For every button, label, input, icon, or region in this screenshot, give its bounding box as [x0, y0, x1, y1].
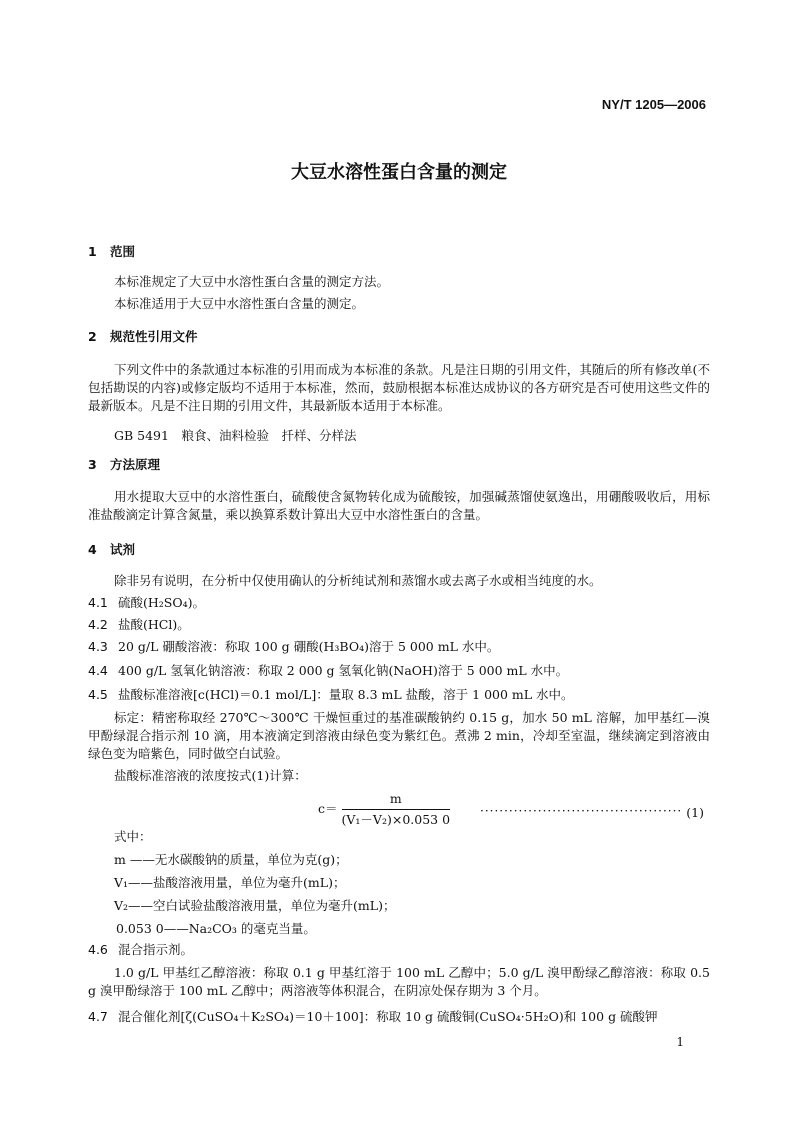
formula-number: (1)	[686, 805, 704, 820]
scope-paragraph-1: 本标准规定了大豆中水溶性蛋白含量的测定方法。	[114, 274, 390, 289]
section-number: 3	[88, 457, 97, 472]
formula-leader-dots: ··········································	[480, 804, 683, 818]
section-title: 方法原理	[110, 457, 161, 472]
item-number: 4.5	[88, 687, 108, 702]
standard-number: NY/T 1205—2006	[601, 97, 706, 112]
where-line: m ——无水碳酸钠的质量，单位为克(g)；	[114, 852, 348, 867]
where-line: V₂——空白试验盐酸溶液用量，单位为毫升(mL)；	[114, 898, 396, 913]
document-title: 大豆水溶性蛋白含量的测定	[291, 162, 507, 183]
item-4-6	[88, 941, 193, 959]
item-4-1	[88, 594, 205, 612]
where-label: 式中：	[114, 829, 152, 844]
calibration-paragraph: 标定：精密称取经 270℃～300℃ 干燥恒重过的基准碳酸钠约 0.15 g，加水 50 mL 溶解，加甲基红—溴甲酚绿混合指示剂 10 滴，用本液滴定到溶液由绿色变为紫红色。煮沸 2 min，冷却至室温，继续滴定到溶液由绿色变为暗紫色，同时做空白试验。	[88, 710, 710, 761]
where-line: V₁——盐酸溶液用量，单位为毫升(mL)；	[114, 875, 346, 890]
reference-gb5491: GB 5491 粮食、油料检验 扦样、分样法	[114, 428, 357, 443]
where-line: 0.053 0——Na₂CO₃ 的毫克当量。	[116, 921, 316, 936]
formula-lhs: c＝	[318, 801, 338, 817]
formula-numerator: m	[342, 790, 451, 810]
section-title: 规范性引用文件	[110, 329, 198, 344]
item-number: 4.3	[88, 639, 108, 654]
item-number: 4.7	[88, 1009, 108, 1024]
section-4-heading	[88, 541, 135, 559]
calculation-intro: 盐酸标准溶液的浓度按式(1)计算：	[114, 768, 307, 783]
item-text: 混合催化剂[ζ(CuSO₄＋K₂SO₄)＝10＋100]：称取 10 g 硫酸铜(CuSO₄·5H₂O)和 100 g 硫酸钾	[118, 1009, 658, 1024]
section-title: 试剂	[110, 542, 136, 557]
item-text: 盐酸(HCl)。	[118, 617, 190, 632]
formula	[318, 790, 450, 829]
item-text: 混合指示剂。	[118, 942, 194, 957]
item-text: 20 g/L 硼酸溶液：称取 100 g 硼酸(H₃BO₄)溶于 5 000 mL 水中。	[118, 639, 500, 654]
item-4-7	[88, 1008, 658, 1026]
item-4-4	[88, 662, 568, 680]
section-number: 1	[88, 244, 97, 259]
item-text: 硫酸(H₂SO₄)。	[118, 595, 205, 610]
indicator-paragraph: 1.0 g/L 甲基红乙醇溶液：称取 0.1 g 甲基红溶于 100 mL 乙醇中；5.0 g/L 溴甲酚绿乙醇溶液：称取 0.5 g 溴甲酚绿溶于 100 mL 乙醇中；两溶液等体积混合，在阴凉处保存期为 3 个月。	[88, 965, 710, 998]
formula-denominator: (V₁－V₂)×0.053 0	[341, 812, 451, 828]
item-text: 400 g/L 氢氧化钠溶液：称取 2 000 g 氢氧化钠(NaOH)溶于 5 000 mL 水中。	[118, 663, 569, 678]
formula-fraction	[342, 790, 451, 829]
item-4-2	[88, 616, 190, 634]
reagents-intro: 除非另有说明，在分析中仅使用确认的分析纯试剂和蒸馏水或去离子水或相当纯度的水。	[114, 573, 602, 588]
item-number: 4.4	[88, 663, 108, 678]
section-3-heading	[88, 456, 160, 474]
page-number: 1	[676, 1035, 684, 1049]
section-title: 范围	[110, 244, 136, 259]
references-paragraph: 下列文件中的条款通过本标准的引用而成为本标准的条款。凡是注日期的引用文件，其随后的所有修改单(不包括勘误的内容)或修定版均不适用于本标准，然而，鼓励根据本标准达成协议的各方研究是否可使用这些文件的最新版本。凡是不注日期的引用文件，其最新版本适用于本标准。	[88, 362, 710, 413]
item-number: 4.6	[88, 942, 108, 957]
scope-paragraph-2: 本标准适用于大豆中水溶性蛋白含量的测定。	[114, 296, 365, 311]
section-1-heading	[88, 243, 135, 261]
item-4-5	[88, 686, 574, 704]
section-number: 4	[88, 542, 97, 557]
item-4-3	[88, 638, 499, 656]
item-text: 盐酸标准溶液[c(HCl)＝0.1 mol/L]：量取 8.3 mL 盐酸，溶于 1 000 mL 水中。	[118, 687, 574, 702]
item-number: 4.2	[88, 617, 108, 632]
principle-paragraph: 用水提取大豆中的水溶性蛋白，硫酸使含氮物转化成为硫酸铵，加强碱蒸馏使氨逸出，用硼酸吸收后，用标准盐酸滴定计算含氮量，乘以换算系数计算出大豆中水溶性蛋白的含量。	[88, 489, 710, 522]
section-number: 2	[88, 329, 97, 344]
item-number: 4.1	[88, 595, 108, 610]
section-2-heading	[88, 328, 198, 346]
